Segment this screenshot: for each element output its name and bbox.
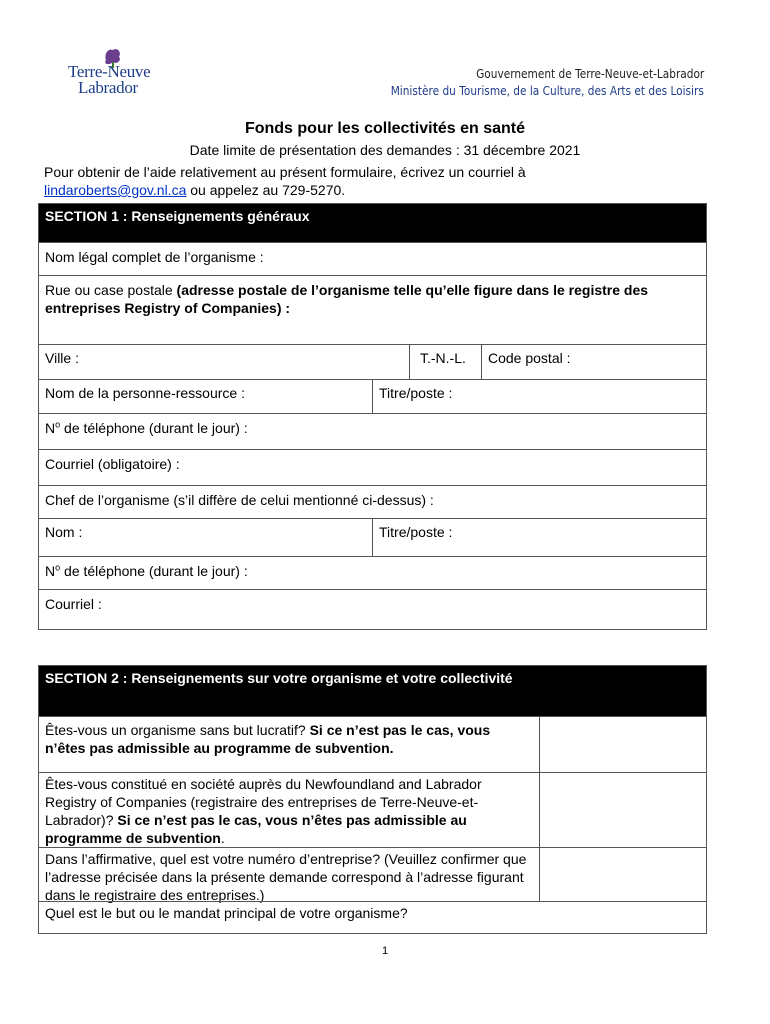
head-name-row — [39, 518, 706, 556]
head-phone-label — [39, 557, 706, 585]
business-number-answer[interactable] — [539, 848, 706, 901]
head-name-field[interactable] — [39, 519, 372, 556]
intro-phone-text: ou appelez au 729-5270. — [186, 182, 346, 198]
business-number-question: Dans l’affirmative, quel est votre numéro d’entreprise? (Veuillez confirmer que l’adresse précisée dans la présente demande correspond à l’adresse figurant dans le registraire des entreprises.) — [45, 851, 527, 903]
deadline-text: Date limite de présentation des demandes : 31 décembre 2021 — [189, 142, 581, 158]
phone-label-rest: de téléphone (durant le jour) : — [60, 420, 248, 436]
incorporated-answer[interactable] — [539, 773, 706, 847]
legal-name-field[interactable] — [39, 242, 706, 275]
contact-row — [39, 379, 706, 413]
mandate-question: Quel est le but ou le mandat principal de votre organisme? — [45, 905, 408, 921]
email-field[interactable] — [39, 449, 706, 485]
postal-code-field[interactable] — [481, 345, 706, 379]
nonprofit-question-plain: Êtes-vous un organisme sans but lucratif? — [45, 722, 310, 738]
head-phone-field[interactable] — [39, 556, 706, 589]
city-field[interactable] — [39, 345, 409, 379]
city-label: Ville : — [45, 350, 79, 366]
head-phone-label-prefix: N — [45, 563, 56, 579]
intro-text: Pour obtenir de l’aide relativement au présent formulaire, écrivez un courriel à — [44, 164, 526, 180]
contact-title-label: Titre/poste : — [379, 385, 453, 401]
head-title-field[interactable] — [372, 519, 706, 556]
section-1-heading: SECTION 1 : Renseignements généraux — [39, 204, 706, 242]
province-label: T.-N.-L. — [420, 350, 466, 366]
incorporated-question — [39, 773, 539, 849]
ministry-name: Ministère du Tourisme, de la Culture, des Arts et des Loisirs — [390, 84, 704, 98]
phone-field[interactable] — [39, 413, 706, 449]
head-title-label: Titre/poste : — [379, 524, 453, 540]
address-field[interactable] — [39, 275, 706, 344]
head-of-org-row — [39, 485, 706, 518]
logo-line-2: Labrador — [78, 78, 138, 97]
government-logo — [62, 46, 162, 106]
nonprofit-question — [39, 717, 539, 759]
postal-code-label: Code postal : — [488, 350, 571, 366]
section-1-table — [38, 203, 707, 630]
legal-name-label: Nom légal complet de l’organisme : — [45, 249, 264, 265]
head-email-field[interactable] — [39, 589, 706, 629]
nonprofit-question-row — [39, 716, 706, 772]
nonprofit-question-bold: Si ce n’est pas le cas, vous n’êtes pas admissible au programme de subvention. — [45, 722, 491, 756]
head-of-org-label: Chef de l’organisme (s’il diffère de celui mentionné ci-dessus) : — [45, 492, 434, 508]
logo-line-1: Terre-Neuve — [68, 62, 151, 81]
incorporated-question-row — [39, 772, 706, 847]
contact-name-field[interactable] — [39, 380, 372, 413]
head-name-label: Nom : — [45, 524, 83, 540]
incorporated-question-end: . — [220, 830, 225, 846]
page-title: Fonds pour les collectivités en santé — [244, 120, 526, 137]
address-label — [39, 276, 706, 322]
phone-label — [39, 414, 706, 442]
address-label-bold: (adresse postale de l’organisme telle qu’elle figure dans le registre des entreprises Registry of Companies) : — [45, 282, 649, 316]
city-row — [39, 344, 706, 379]
intro-paragraph — [44, 163, 734, 199]
section-2-table — [38, 665, 707, 934]
contact-name-label: Nom de la personne-ressource : — [45, 385, 245, 401]
government-name: Gouvernement de Terre-Neuve-et-Labrador — [475, 67, 704, 81]
email-label: Courriel (obligatoire) : — [45, 456, 180, 472]
phone-label-sup: o — [55, 419, 61, 430]
address-label-plain: Rue ou case postale — [45, 282, 177, 298]
nonprofit-answer[interactable] — [539, 717, 706, 772]
head-phone-label-rest: de téléphone (durant le jour) : — [60, 563, 248, 579]
province-cell — [409, 345, 481, 379]
head-email-label: Courriel : — [45, 596, 102, 612]
mandate-row — [39, 901, 706, 933]
incorporated-question-plain: Êtes-vous constitué en société auprès du Newfoundland and Labrador Registry of Companies (registraire des entreprises de Terre-Neuve-et-Labrador)? — [45, 776, 482, 828]
head-phone-label-sup: o — [55, 562, 61, 573]
contact-email-link[interactable]: lindaroberts@gov.nl.ca — [44, 182, 187, 198]
contact-title-field[interactable] — [372, 380, 706, 413]
incorporated-question-bold: Si ce n’est pas le cas, vous n’êtes pas admissible au programme de subvention — [45, 812, 467, 846]
section-2-heading: SECTION 2 : Renseignements sur votre organisme et votre collectivité — [39, 666, 706, 716]
phone-label-prefix: N — [45, 420, 56, 436]
logo-wordmark — [68, 64, 150, 96]
page-number: 1 — [381, 945, 389, 957]
business-number-row — [39, 847, 706, 901]
